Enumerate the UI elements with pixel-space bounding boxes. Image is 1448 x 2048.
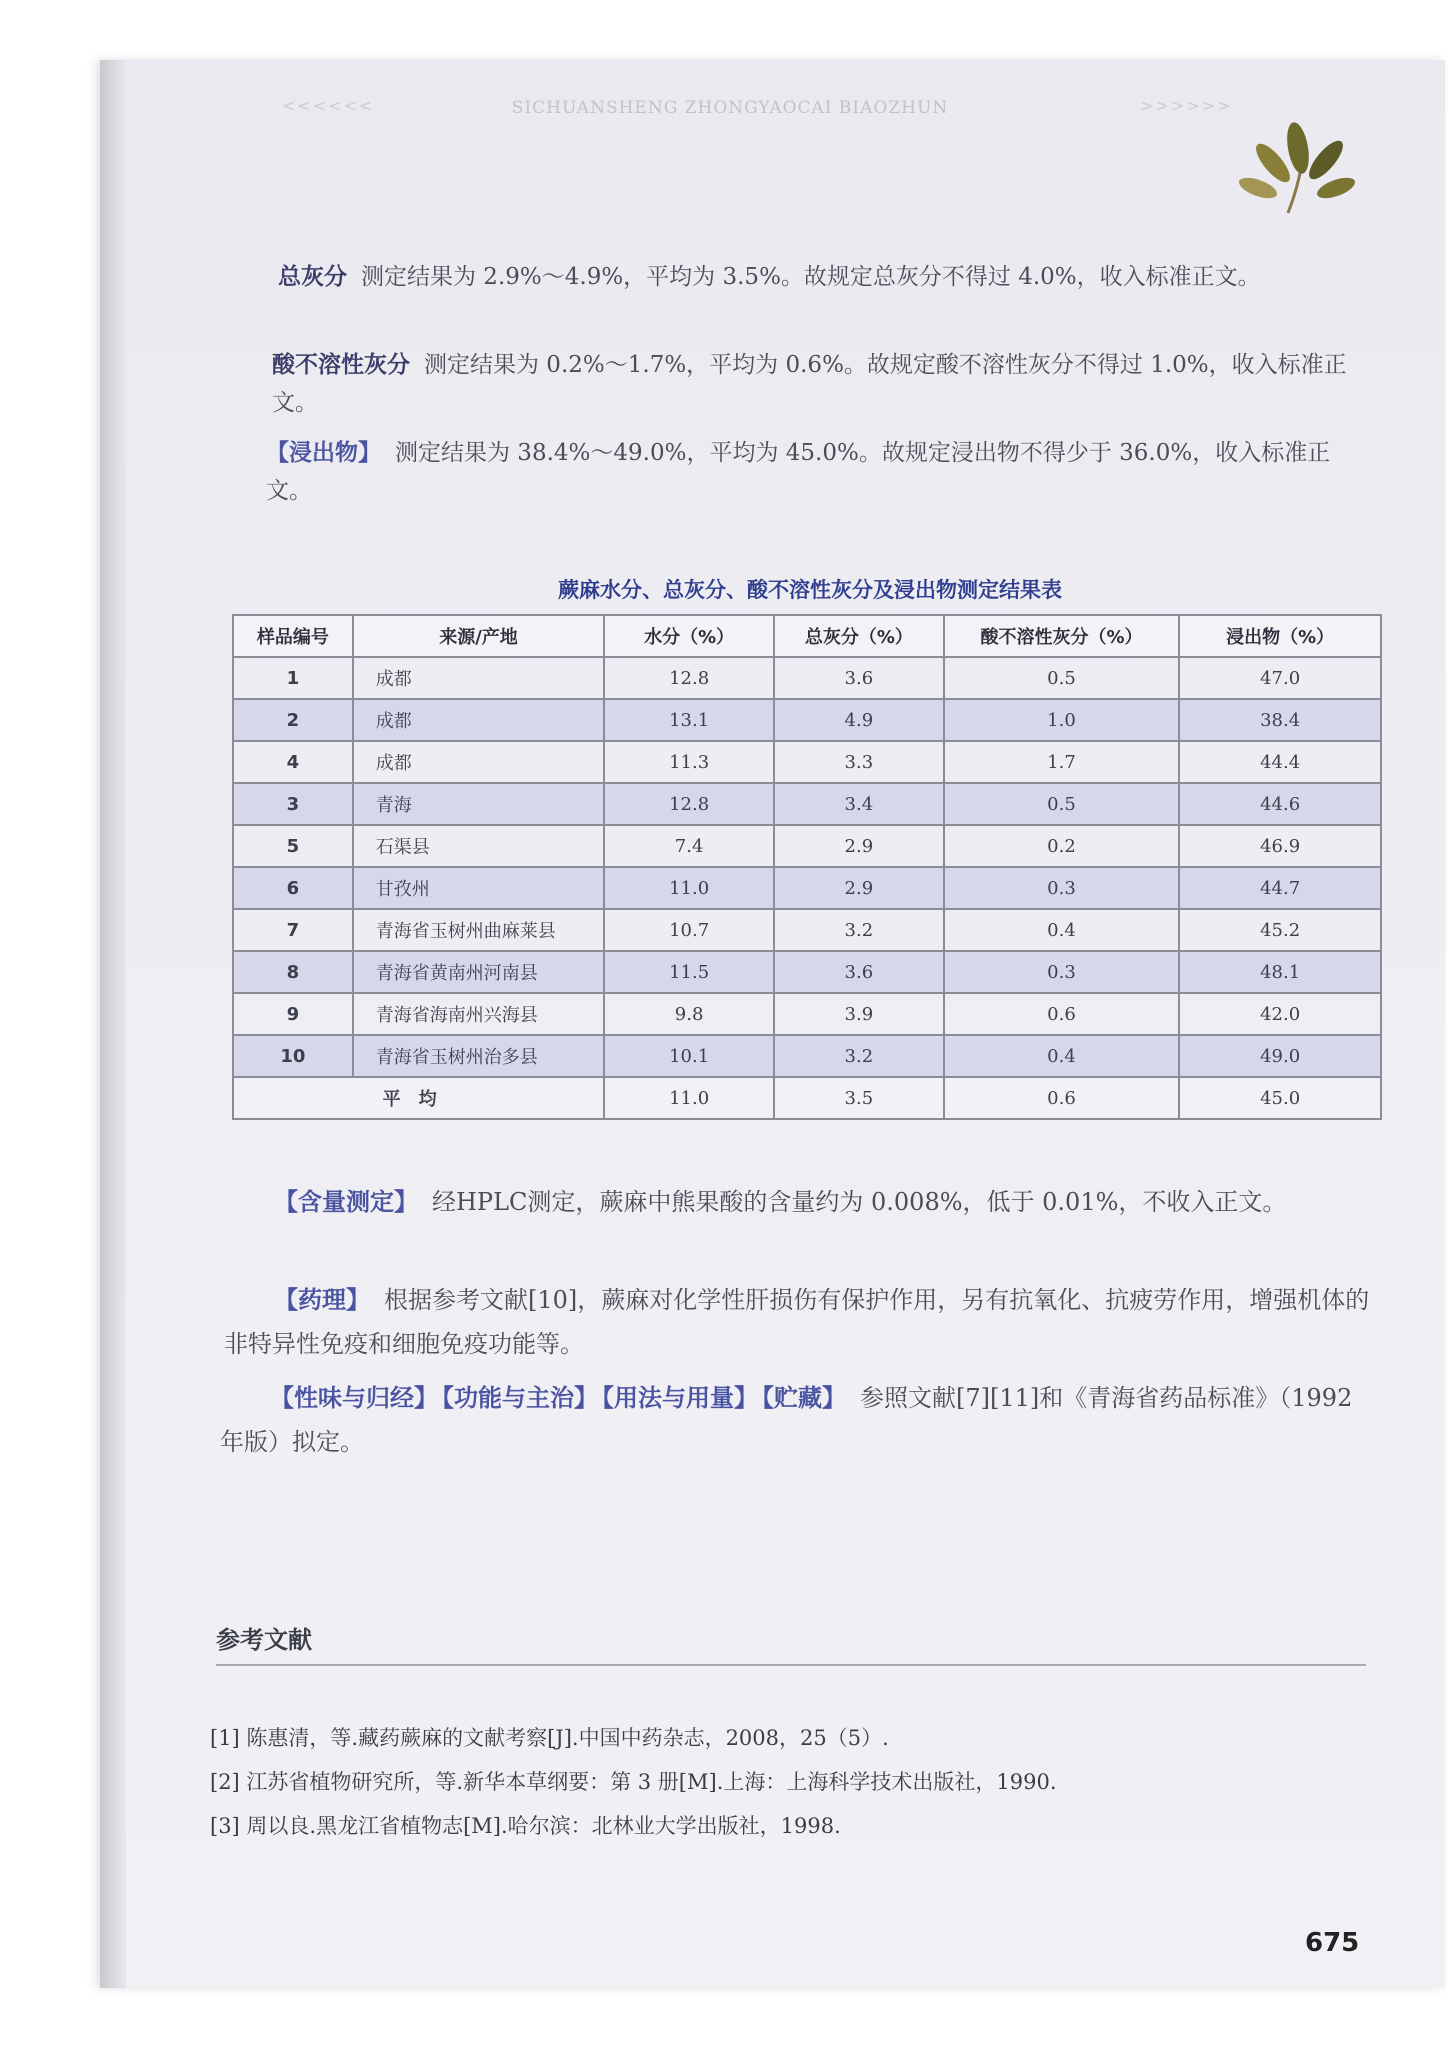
cell-origin: 青海 xyxy=(353,783,604,825)
assay-text: 经HPLC测定，蕨麻中熊果酸的含量约为 0.008%，低于 0.01%，不收入正文。 xyxy=(432,1188,1287,1216)
cell-origin: 石渠县 xyxy=(353,825,604,867)
references-list xyxy=(210,1716,1057,1848)
properties-paragraph xyxy=(220,1376,1376,1464)
cell-origin: 成都 xyxy=(353,741,604,783)
cell-total-ash: 3.2 xyxy=(774,1035,944,1077)
function-label: 【功能与主治】 xyxy=(442,1384,598,1412)
cell-total-ash: 3.3 xyxy=(774,741,944,783)
cell-total-ash: 2.9 xyxy=(774,825,944,867)
cell-moisture: 9.8 xyxy=(604,993,774,1035)
cell-acid-ash: 0.3 xyxy=(944,951,1180,993)
total-ash-label: 总灰分 xyxy=(278,264,347,290)
cell-sample-no: 8 xyxy=(233,951,353,993)
header-acid-ash: 酸不溶性灰分（%） xyxy=(944,615,1180,657)
cell-extract: 45.2 xyxy=(1179,909,1381,951)
header-moisture: 水分（%） xyxy=(604,615,774,657)
cell-total-ash: 4.9 xyxy=(774,699,944,741)
cell-acid-ash: 0.2 xyxy=(944,825,1180,867)
results-table xyxy=(232,614,1382,1120)
cell-moisture: 11.5 xyxy=(604,951,774,993)
cell-moisture: 10.1 xyxy=(604,1035,774,1077)
table-header-row xyxy=(233,615,1381,657)
average-label: 平均 xyxy=(233,1077,604,1119)
cell-acid-ash: 1.0 xyxy=(944,699,1180,741)
cell-origin: 青海省海南州兴海县 xyxy=(353,993,604,1035)
running-header: SICHUANSHENG ZHONGYAOCAI BIAOZHUN xyxy=(511,98,949,118)
table-row xyxy=(233,951,1381,993)
header-total-ash: 总灰分（%） xyxy=(774,615,944,657)
cell-moisture: 12.8 xyxy=(604,657,774,699)
table-row xyxy=(233,867,1381,909)
cell-acid-ash: 0.4 xyxy=(944,1035,1180,1077)
acid-ash-paragraph xyxy=(272,346,1370,422)
cell-acid-ash: 0.5 xyxy=(944,783,1180,825)
cell-extract: 44.6 xyxy=(1179,783,1381,825)
cell-moisture: 10.7 xyxy=(604,909,774,951)
extract-text: 测定结果为 38.4%～49.0%，平均为 45.0%。故规定浸出物不得少于 36.0%，收入标准正文。 xyxy=(266,440,1331,504)
cell-sample-no: 3 xyxy=(233,783,353,825)
cell-moisture: 11.3 xyxy=(604,741,774,783)
cell-moisture: 11.0 xyxy=(604,867,774,909)
cell-extract: 46.9 xyxy=(1179,825,1381,867)
cell-extract: 42.0 xyxy=(1179,993,1381,1035)
cell-total-ash: 2.9 xyxy=(774,867,944,909)
cell-moisture: 7.4 xyxy=(604,825,774,867)
table-row xyxy=(233,909,1381,951)
cell-origin: 成都 xyxy=(353,657,604,699)
cell-sample-no: 6 xyxy=(233,867,353,909)
cell-sample-no: 5 xyxy=(233,825,353,867)
average-extract: 45.0 xyxy=(1179,1077,1381,1119)
total-ash-paragraph xyxy=(278,258,1370,296)
average-moisture: 11.0 xyxy=(604,1077,774,1119)
header-sample-no: 样品编号 xyxy=(233,615,353,657)
table-row xyxy=(233,699,1381,741)
cell-extract: 49.0 xyxy=(1179,1035,1381,1077)
storage-label: 【贮藏】 xyxy=(762,1384,846,1412)
cell-origin: 青海省黄南州河南县 xyxy=(353,951,604,993)
acid-ash-label: 酸不溶性灰分 xyxy=(272,352,410,378)
reference-item: [2] 江苏省植物研究所，等.新华本草纲要：第 3 册[M].上海：上海科学技术出版社，1990. xyxy=(210,1770,1057,1794)
cell-sample-no: 4 xyxy=(233,741,353,783)
book-spine xyxy=(100,60,126,1988)
cell-total-ash: 3.6 xyxy=(774,951,944,993)
properties-text: 参照文献[7][11]和《青海省药品标准》（1992年版）拟定。 xyxy=(220,1384,1353,1456)
cell-acid-ash: 0.6 xyxy=(944,993,1180,1035)
table-row xyxy=(233,783,1381,825)
properties-label: 【性味与归经】 xyxy=(270,1384,438,1412)
pharmacology-paragraph xyxy=(224,1278,1376,1366)
table-title: 蕨麻水分、总灰分、酸不溶性灰分及浸出物测定结果表 xyxy=(558,577,1062,602)
table-row xyxy=(233,741,1381,783)
cell-sample-no: 2 xyxy=(233,699,353,741)
table-average-row xyxy=(233,1077,1381,1119)
cell-extract: 44.4 xyxy=(1179,741,1381,783)
references-heading: 参考文献 xyxy=(216,1626,312,1654)
cell-origin: 成都 xyxy=(353,699,604,741)
cell-total-ash: 3.6 xyxy=(774,657,944,699)
cell-origin: 青海省玉树州曲麻莱县 xyxy=(353,909,604,951)
table-row xyxy=(233,657,1381,699)
cell-extract: 47.0 xyxy=(1179,657,1381,699)
cell-origin: 甘孜州 xyxy=(353,867,604,909)
cell-total-ash: 3.9 xyxy=(774,993,944,1035)
acid-ash-text: 测定结果为 0.2%～1.7%，平均为 0.6%。故规定酸不溶性灰分不得过 1.0%，收入标准正文。 xyxy=(272,352,1347,416)
page-number: 675 xyxy=(1305,1928,1360,1958)
table-row xyxy=(233,825,1381,867)
cell-sample-no: 7 xyxy=(233,909,353,951)
average-total-ash: 3.5 xyxy=(774,1077,944,1119)
cell-origin: 青海省玉树州治多县 xyxy=(353,1035,604,1077)
cell-total-ash: 3.2 xyxy=(774,909,944,951)
cell-sample-no: 9 xyxy=(233,993,353,1035)
header-extract: 浸出物（%） xyxy=(1179,615,1381,657)
cell-extract: 44.7 xyxy=(1179,867,1381,909)
pharmacology-label: 【药理】 xyxy=(274,1286,370,1314)
cell-sample-no: 1 xyxy=(233,657,353,699)
reference-item: [1] 陈惠清，等.藏药蕨麻的文献考察[J].中国中药杂志，2008，25（5）. xyxy=(210,1726,889,1750)
usage-label: 【用法与用量】 xyxy=(602,1384,758,1412)
cell-acid-ash: 0.3 xyxy=(944,867,1180,909)
cell-moisture: 13.1 xyxy=(604,699,774,741)
extract-paragraph xyxy=(266,434,1370,510)
assay-paragraph xyxy=(224,1180,1376,1224)
cell-acid-ash: 0.5 xyxy=(944,657,1180,699)
table-row xyxy=(233,1035,1381,1077)
references-divider xyxy=(216,1664,1366,1666)
cell-sample-no: 10 xyxy=(233,1035,353,1077)
total-ash-text: 测定结果为 2.9%～4.9%，平均为 3.5%。故规定总灰分不得过 4.0%，收入标准正文。 xyxy=(361,264,1261,290)
cell-moisture: 12.8 xyxy=(604,783,774,825)
leaf-logo-icon xyxy=(1228,118,1358,228)
cell-extract: 48.1 xyxy=(1179,951,1381,993)
average-acid-ash: 0.6 xyxy=(944,1077,1180,1119)
table-row xyxy=(233,993,1381,1035)
extract-label: 【浸出物】 xyxy=(266,440,381,466)
header-origin: 来源/产地 xyxy=(353,615,604,657)
left-ornament: <<<<<< xyxy=(282,96,375,115)
cell-total-ash: 3.4 xyxy=(774,783,944,825)
reference-item: [3] 周以良.黑龙江省植物志[M].哈尔滨：北林业大学出版社，1998. xyxy=(210,1814,841,1838)
pharmacology-text: 根据参考文献[10]，蕨麻对化学性肝损伤有保护作用，另有抗氧化、抗疲劳作用，增强机体的非特异性免疫和细胞免疫功能等。 xyxy=(224,1286,1370,1358)
cell-acid-ash: 0.4 xyxy=(944,909,1180,951)
assay-label: 【含量测定】 xyxy=(274,1188,418,1216)
cell-acid-ash: 1.7 xyxy=(944,741,1180,783)
cell-extract: 38.4 xyxy=(1179,699,1381,741)
right-ornament: >>>>>> xyxy=(1140,96,1233,115)
